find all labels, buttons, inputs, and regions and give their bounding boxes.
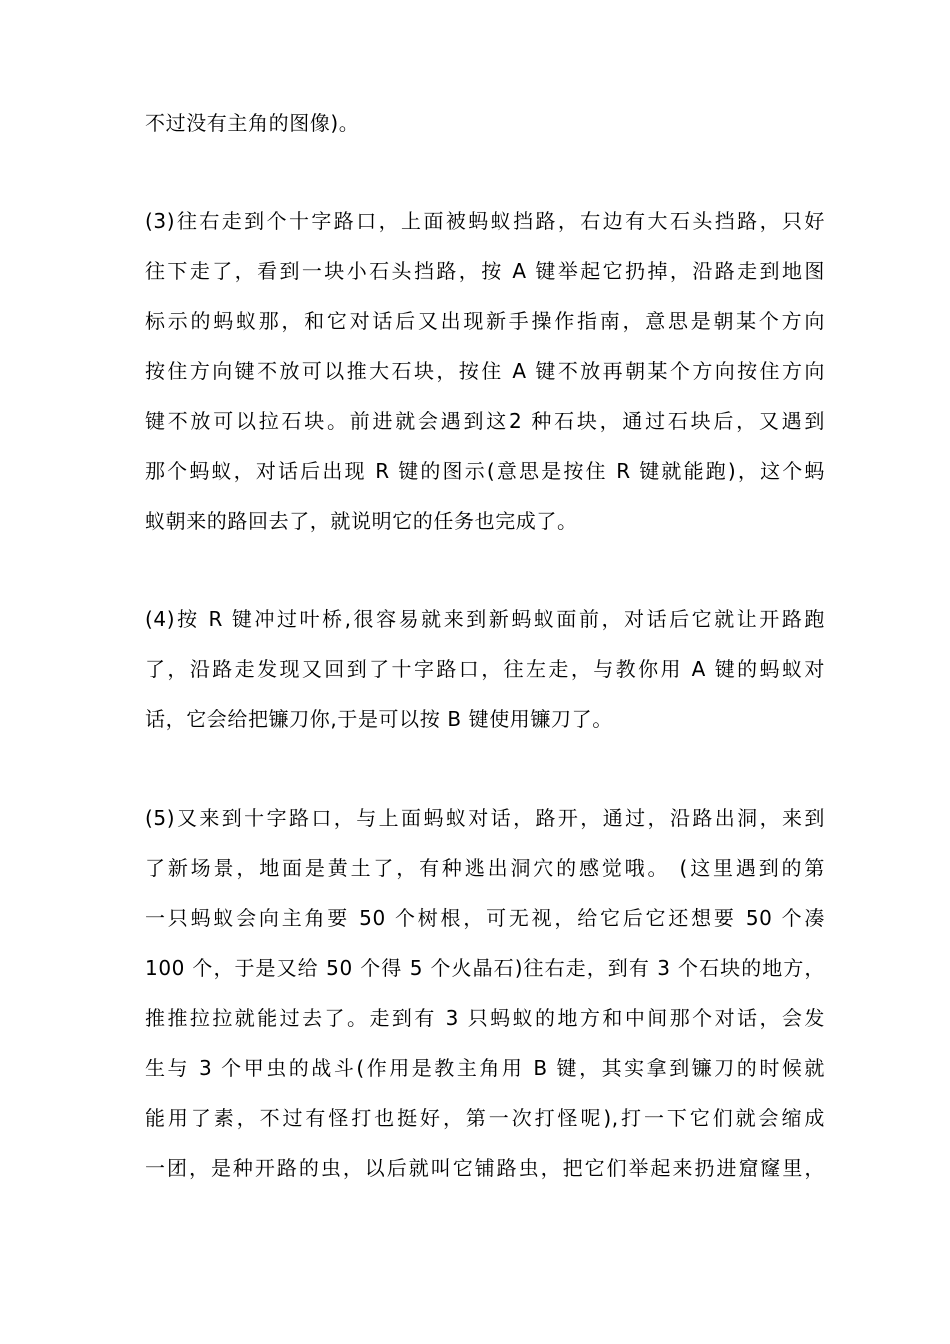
text-line: 按住方向键不放可以推大石块，按住 A 键不放再朝某个方向按住方向 xyxy=(145,359,825,383)
text-line: 生与 3 个甲虫的战斗(作用是教主角用 B 键，其实拿到镰刀的时候就 xyxy=(145,1056,825,1080)
text-line: 往下走了，看到一块小石头挡路，按 A 键举起它扔掉，沿路走到地图 xyxy=(145,259,825,283)
text-line: 一团，是种开路的虫，以后就叫它铺路虫，把它们举起来扔进窟窿里， xyxy=(145,1156,825,1180)
text-line: (3)往右走到个十字路口，上面被蚂蚁挡路，右边有大石头挡路，只好 xyxy=(145,209,825,233)
text-line: 不过没有主角的图像)。 xyxy=(145,111,360,135)
text-line: 蚁朝来的路回去了，就说明它的任务也完成了。 xyxy=(145,509,578,533)
text-line: 了新场景，地面是黄土了，有种逃出洞穴的感觉哦。 (这里遇到的第 xyxy=(145,856,825,880)
text-line: 那个蚂蚁，对话后出现 R 键的图示(意思是按住 R 键就能跑)，这个蚂 xyxy=(145,459,825,483)
text-line: 100 个，于是又给 50 个得 5 个火晶石)往右走，到有 3 个石块的地方， xyxy=(145,956,825,980)
text-line: 话，它会给把镰刀你,于是可以按 B 键使用镰刀了。 xyxy=(145,707,613,731)
text-line: (5)又来到十字路口，与上面蚂蚁对话，路开，通过，沿路出洞，来到 xyxy=(145,806,825,830)
text-line: (4)按 R 键冲过叶桥,很容易就来到新蚂蚁面前，对话后它就让开路跑 xyxy=(145,607,825,631)
text-line: 推推拉拉就能过去了。走到有 3 只蚂蚁的地方和中间那个对话，会发 xyxy=(145,1006,825,1030)
text-line: 一只蚂蚁会向主角要 50 个树根，可无视，给它后它还想要 50 个凑 xyxy=(145,906,825,930)
text-line: 能用了素，不过有怪打也挺好，第一次打怪呢),打一下它们就会缩成 xyxy=(145,1106,825,1130)
text-line: 标示的蚂蚁那，和它对话后又出现新手操作指南，意思是朝某个方向 xyxy=(145,309,825,333)
text-line: 键不放可以拉石块。前进就会遇到这2 种石块，通过石块后，又遇到 xyxy=(145,409,825,433)
text-line: 了，沿路走发现又回到了十字路口，往左走，与教你用 A 键的蚂蚁对 xyxy=(145,657,825,681)
